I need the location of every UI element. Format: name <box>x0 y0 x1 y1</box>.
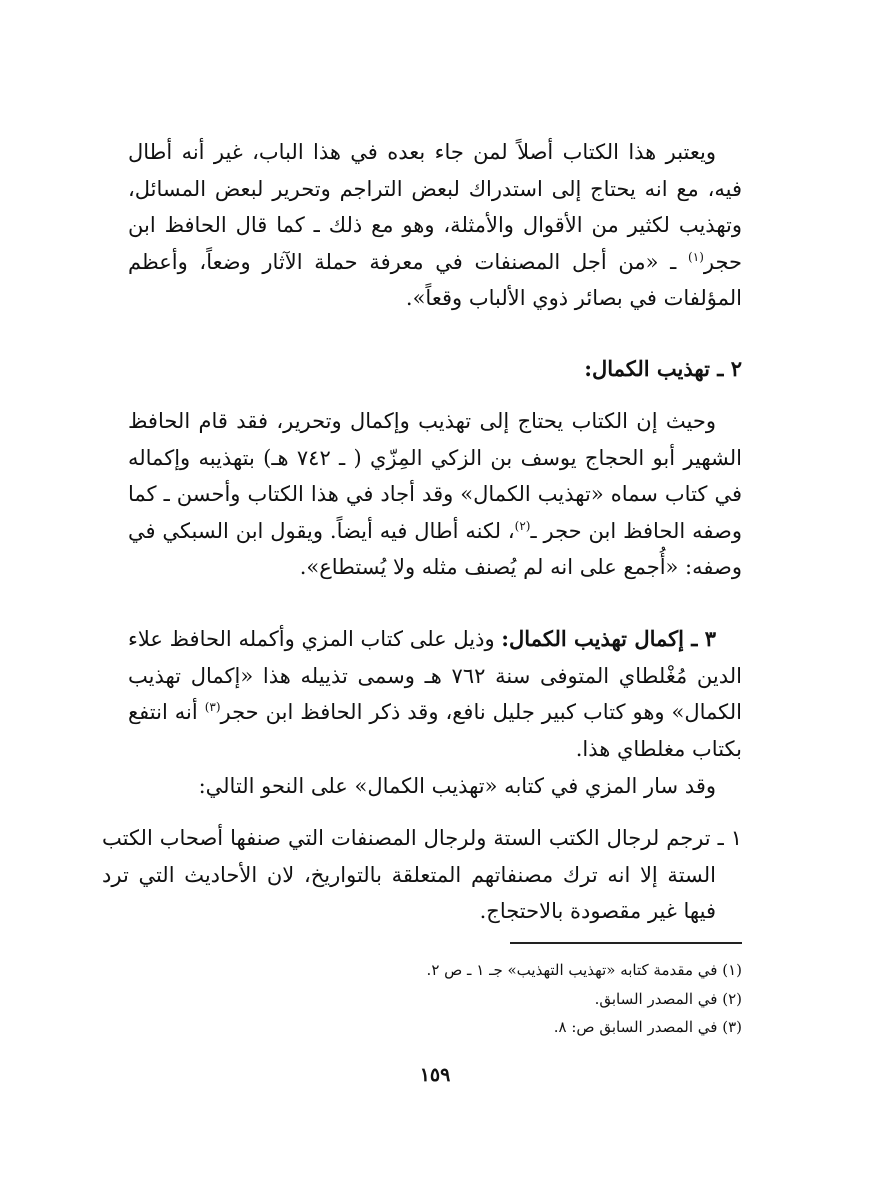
paragraph-4: وقد سار المزي في كتابه «تهذيب الكمال» على النحو التالي: <box>198 774 716 798</box>
section-heading-2: ٢ ـ تهذيب الكمال: <box>584 356 742 381</box>
paragraph-2-text-end: ، لكنه أطال فيه أيضاً. ويقول ابن السبكي في وصفه: «أُجمع على انه لم يُصنف مثله ولا يُستطاع». <box>128 518 742 579</box>
footnotes <box>128 956 742 1042</box>
paragraph-1-text: ويعتبر هذا الكتاب أصلاً لمن جاء بعده في هذا الباب، غير أنه أطال فيه، مع انه يحتاج إلى استدراك لبعض التراجم وتحرير لبعض المسائل، وتهذيب لكثير من الأقوال والأمثلة، وهو مع ذلك ـ كما قال الحافظ ابن حجر <box>128 140 742 274</box>
footnote-2: (٢) في المصدر السابق. <box>594 989 742 1008</box>
paragraph-1-text-end: ـ «من أجل المصنفات في معرفة حملة الآثار وضعاً، وأعظم المؤلفات في بصائر ذوي الألباب وقعاً». <box>128 249 742 310</box>
footnote-ref-1: (١) <box>688 249 704 264</box>
footnote-1: (١) في مقدمة كتابه «تهذيب التهذيب» جـ ١ ـ ص ٢. <box>426 961 742 979</box>
list-item-1: ١ ـ ترجم لرجال الكتب الستة ولرجال المصنفات التي صنفها أصحاب الكتب الستة إلا انه ترك مصنفاتهم المتعلقة بالتواريخ، لان الأحاديث التي ترد فيها غير مقصودة بالاحتجاج. <box>102 826 742 923</box>
paragraph-3 <box>128 621 742 767</box>
paragraph-3-text-end: أنه انتفع بكتاب مغلطاي هذا. <box>128 700 742 761</box>
paragraph-1 <box>128 134 742 317</box>
section-heading-3: ٣ ـ إكمال تهذيب الكمال: <box>501 626 717 651</box>
paragraph-2-text: وحيث إن الكتاب يحتاج إلى تهذيب وإكمال وتحرير، فقد قام الحافظ الشهير أبو الحجاج يوسف بن الزكي المِزّي ( ـ ٧٤٢ هـ) بتهذيبه وإكماله في كتاب سماه «تهذيب الكمال» وقد أجاد في هذا الكتاب وأحسن ـ كما وصفه الحافظ ابن حجر ـ <box>128 409 742 543</box>
footnote-3: (٣) في المصدر السابق ص: ٨. <box>553 1018 742 1036</box>
footnote-divider <box>510 942 742 944</box>
footnote-ref-3: (٣) <box>204 700 221 714</box>
paragraph-2 <box>128 403 742 586</box>
footnote-ref-2: (٢) <box>514 518 531 533</box>
paragraph-3-text: وذيل على كتاب المزي وأكمله الحافظ علاء الدين مُغْلطاي المتوفى سنة ٧٦٢ هـ وسمى تذييله هذا «إكمال تهذيب الكمال» وهو كتاب كبير جليل نافع، وقد ذكر الحافظ ابن حجر <box>128 627 742 724</box>
page-number: ١٥٩ <box>419 1064 451 1086</box>
